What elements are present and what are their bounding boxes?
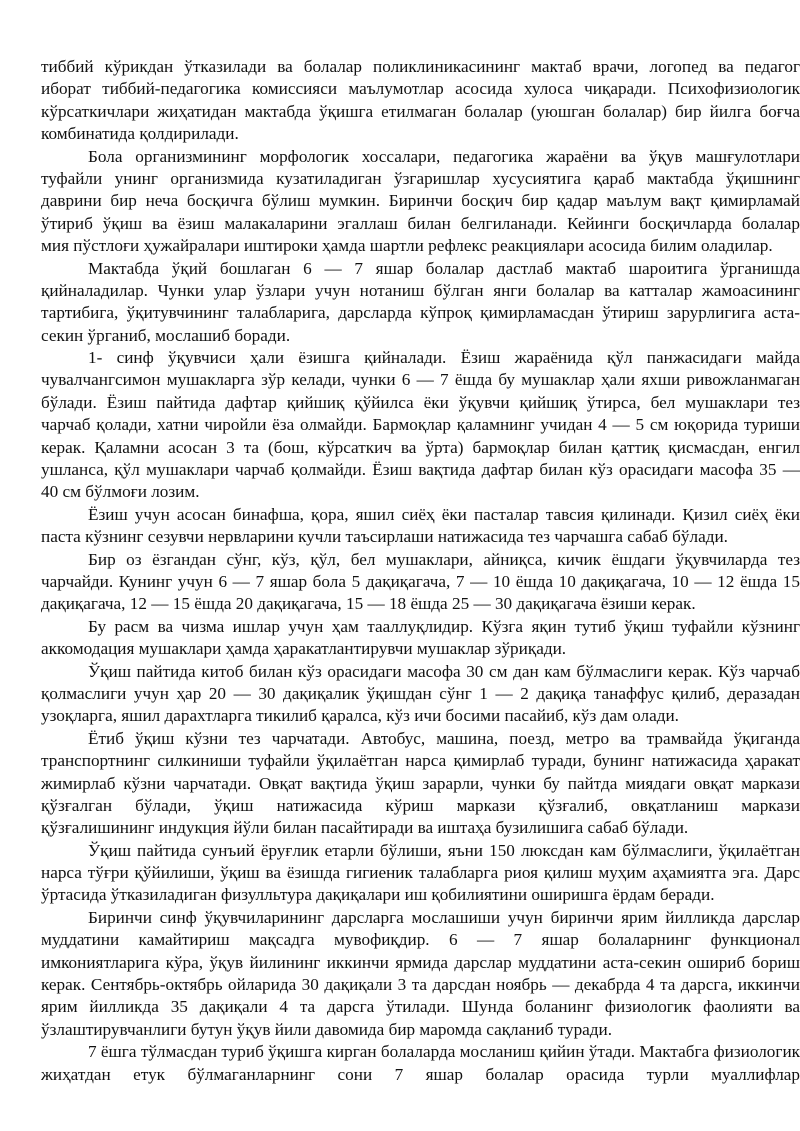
text-line: 40 см бўлмоғи лозим. bbox=[41, 482, 200, 502]
text-line: қолмаслиги учун ҳар 20 — 30 дақиқалик ўқишдан сўнг 1 — 2 дақиқа танаффус қилиб, деразадан bbox=[41, 683, 800, 703]
text-line: туфайли унинг организмида кузатиладиган ўзгаришлар хусусиятига қараб мактабда ўқишнинг bbox=[41, 168, 800, 188]
text-line: муддатини камайтириш мақсадга мувофиқдир. 6 — 7 яшар болаларнинг функционал bbox=[41, 930, 800, 950]
text-line: ўтириб ўқиш ва ёзиш малакаларини эгаллаш билан белгиланади. Кейинги босқичларда болалар bbox=[41, 213, 800, 233]
text-line: мия пўстлоғи ҳужайралари иштироки ҳамда шартли рефлекс реакциялари асосида билим оладилар. bbox=[41, 236, 773, 256]
text-line: Биринчи синф ўқувчиларининг дарсларга мослашиши учун биринчи ярим йилликда дарслар bbox=[88, 907, 800, 927]
text-line: аккомодация мушаклари ҳамда ҳаракатлантирувчи мушаклар зўриқади. bbox=[41, 639, 567, 659]
text-line: жиҳатдан етук бўлмаганларнинг сони 7 яшар болалар орасида турли муаллифлар bbox=[41, 1064, 800, 1084]
text-line: ярим йилликда 35 дақиқали 4 та дарсга ўтилади. Шунда боланинг физиологик фаолияти ва bbox=[41, 997, 800, 1017]
body-text bbox=[41, 56, 800, 1086]
text-line: Ёзиш учун асосан бинафша, қора, яшил сиёҳ ёки пасталар тавсия қилинади. Қизил сиёҳ ёки bbox=[88, 504, 800, 524]
text-line: жимирлаб кўзни чарчатади. Овқат вақтида ўқиш зарарли, чунки бу пайтда миядаги овқат маркази bbox=[41, 773, 800, 793]
text-line: Ўқиш пайтида сунъий ёруғлик етарли бўлиши, яъни 150 люксдан кам бўлмаслиги, ўқилаётган bbox=[88, 840, 800, 860]
text-line: бўлади. Ёзиш пайтида дафтар қийшиқ қўйилса ёки ўқувчи қийшиқ ўтирса, бел мушаклари тез bbox=[41, 392, 800, 412]
text-line: имкониятларига кўра, ўқув йилининг иккинчи ярмида дарслар муддатини аста-секин ошириб бориш bbox=[41, 952, 800, 972]
text-line: Бир оз ёзгандан сўнг, кўз, қўл, бел мушаклари, айниқса, кичик ёшдаги ўқувчиларда тез bbox=[88, 549, 800, 569]
text-line: Бу расм ва чизма ишлар учун ҳам тааллуқлидир. Кўзга яқин тутиб ўқиш туфайли кўзнинг bbox=[88, 616, 800, 636]
text-line: Ўқиш пайтида китоб билан кўз орасидаги масофа 30 см дан кам бўлмаслиги керак. Кўз чарчаб bbox=[88, 661, 800, 681]
text-line: Мактабда ўқий бошлаган 6 — 7 яшар болалар дастлаб мактаб шароитига ўрганишда bbox=[88, 258, 800, 278]
text-line: паста кўзнинг сезувчи нервларини кучли таъсирлаши натижасида тез чарчашга сабаб бўлади. bbox=[41, 527, 728, 547]
text-line: даврини бир неча босқичга бўлиш мумкин. Биринчи босқич бир қадар маълум вақт қимирламай bbox=[41, 191, 800, 211]
document-page bbox=[41, 56, 800, 1131]
text-line: қўзғалган бўлади, ўқиш натижасида кўриш маркази қўзғалиб, овқатланиш маркази bbox=[41, 795, 800, 815]
text-line: транспортнинг силкиниши туфайли ўқилаётган нарса қимирлаб туради, бунинг натижасида ҳаракат bbox=[41, 751, 800, 771]
text-line: нарса тўғри қўйилиши, ўқиш ва ёзишда гигиеник талабларга риоя қилиш муҳим аҳамиятга эга. Дарс bbox=[41, 863, 800, 883]
text-line: секин ўрганиб, мослашиб боради. bbox=[41, 325, 291, 345]
text-line: ушланса, қўл мушаклари чарчаб қолмайди. Ёзиш вақтида дафтар билан кўз орасидаги масофа 35 — bbox=[41, 460, 800, 480]
text-line: керак. Қаламни асосан 3 та (бош, кўрсаткич ва ўрта) бармоқлар билан қаттиқ қисмасдан, енгил bbox=[41, 437, 800, 457]
text-line: кўрсаткичлари жиҳатидан мактабда ўқишга етилмаган болалар (уюшган болалар) бир йилга боғча bbox=[41, 101, 800, 121]
text-line: иборат тиббий-педагогика комиссияси маълумотлар асосида хулоса чиқаради. Психофизиологик bbox=[41, 79, 800, 99]
text-line: узоқларга, яшил дарахтларга тикилиб қаралса, кўз ичи босими пасайиб, кўз дам олади. bbox=[41, 706, 679, 726]
text-line: Бола организмининг морфологик хоссалари, педагогика жараёни ва ўқув машғулотлари bbox=[88, 146, 800, 166]
text-line: дақиқагача, 12 — 15 ёшда 20 дақиқагача, 15 — 18 ёшда 25 — 30 дақиқагача ёзиши керак. bbox=[41, 594, 696, 614]
text-line: қийналадилар. Чунки улар ўзлари учун нотаниш бўлган янги болалар ва катталар жамоасининг bbox=[41, 280, 800, 300]
text-line: 7 ёшга тўлмасдан туриб ўқишга кирган болаларда мосланиш қийин ўтади. Мактабга физиологик bbox=[88, 1042, 800, 1062]
text-line: Ётиб ўқиш кўзни тез чарчатади. Автобус, машина, поезд, метро ва трамвайда ўқиганда bbox=[88, 728, 800, 748]
text-line: чарчаб қолади, хатни чиройли ёза олмайди. Бармоқлар қаламнинг учидан 4 — 5 см юқорида туриши bbox=[41, 415, 800, 435]
text-line: ўртасида ўтказиладиган физулльтура дақиқалари иш қобилиятини оширишга ёрдам беради. bbox=[41, 885, 715, 905]
text-line: чарчайди. Кунинг учун 6 — 7 яшар бола 5 дақиқагача, 7 — 10 ёшда 10 дақиқагача, 10 — 12 ёшда 15 bbox=[41, 571, 800, 591]
text-line: 1- синф ўқувчиси ҳали ёзишга қийналади. Ёзиш жараёнида қўл панжасидаги майда bbox=[88, 348, 800, 368]
text-line: чувалчангсимон мушакларга зўр келади, чунки 6 — 7 ёшда бу мушаклар ҳали яхши ривожланмаган bbox=[41, 370, 800, 390]
text-line: керак. Сентябрь-октябрь ойларида 30 дақиқали 3 та дарсдан ноябрь — декабрда 4 та дарсга, иккинчи bbox=[41, 975, 800, 995]
text-line: қўзғалишининг индукция йўли билан пасайтиради ва иштаҳа бузилишига сабаб бўлади. bbox=[41, 818, 689, 838]
text-line: тиббий кўрикдан ўтказилади ва болалар поликлиникасининг мактаб врачи, логопед ва педагог bbox=[41, 57, 800, 76]
text-line: комбинатида қолдирилади. bbox=[41, 124, 239, 144]
text-line: тартибига, ўқитувчининг талабларига, дарсларда кўпроқ қимирламасдан ўтириш зарурлигига аста- bbox=[41, 303, 800, 323]
text-line: ўзлаштирувчанлиги бутун ўқув йили давомида бир маромда сақланиб туради. bbox=[41, 1019, 613, 1039]
